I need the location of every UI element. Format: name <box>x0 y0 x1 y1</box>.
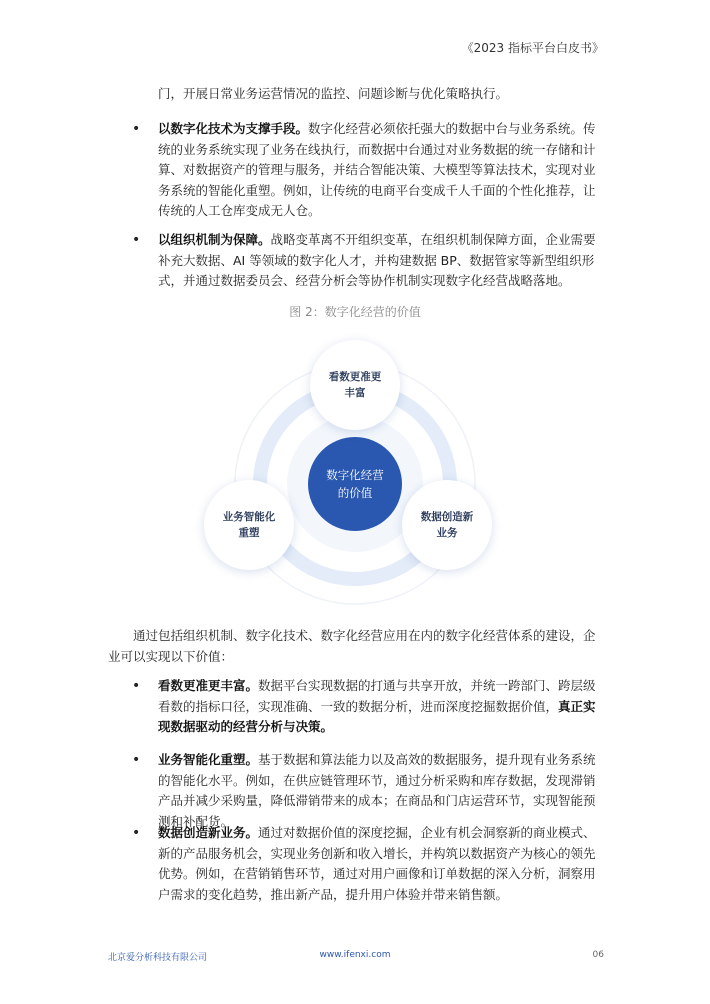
bullet-marker: • <box>132 752 141 768</box>
intro-continuation: 门，开展日常业务运营情况的监控、问题诊断与优化策略执行。 <box>158 86 509 101</box>
bullet-heading: 看数更准更丰富。 <box>158 678 259 693</box>
document-header-title: 《2023 指标平台白皮书》 <box>461 41 604 55</box>
bullet-item-intelligent-reshape <box>108 750 602 832</box>
bullet-item-new-business <box>108 823 602 905</box>
summary-paragraph: 通过包括组织机制、数字化技术、数字化经营应用在内的数字化经营体系的建设，企业可以实现以下价值： <box>108 628 596 664</box>
page-number: 06 <box>592 950 604 960</box>
node-better-data-view: 看数更准更 丰富 <box>310 340 400 430</box>
footer-company: 北京爱分析科技有限公司 <box>108 953 208 963</box>
bullet-body: 战略变革离不开组织变革，在组织机制保障方面，企业需要补充大数据、AI 等领域的数字化人才，并构建数据 BP、数据管家等新型组织形式，并通过数据委员会、经营分析会等协作机制实现数字化经营战略落地。 <box>158 232 596 288</box>
bullet-marker: • <box>132 825 141 841</box>
bullet-body: 数据平台实现数据的打通与共享开放，并统一跨部门、跨层级看数的指标口径，实现准确、一致的数据分析，进而深度挖掘数据价值， <box>158 678 596 714</box>
bullet-emphasis: 真正实现数据驱动的经营分析与决策。 <box>158 698 596 734</box>
value-diagram <box>200 330 510 610</box>
center-value-node: 数字化经营 的价值 <box>308 437 402 531</box>
bullet-body: 数字化经营必须依托强大的数据中台与业务系统。传统的业务系统实现了业务在线执行，而数据中台通过对业务数据的统一存储和计算、对数据资产的管理与服务，并结合智能决策、大模型等算法技术，实现对业务系统的智能化重塑。例如，让传统的电商平台变成千人千面的个性化推荐，让传统的人工仓库变成无人仓。 <box>158 121 596 218</box>
bullet-marker: • <box>132 678 141 694</box>
bullet-item-org-mechanism <box>108 230 602 292</box>
bullet-heading: 以数字化技术为支撑手段。 <box>158 121 309 136</box>
node-new-business: 数据创造新 业务 <box>402 480 492 570</box>
node-business-reshape: 业务智能化 重塑 <box>204 480 294 570</box>
bullet-marker: • <box>132 232 141 248</box>
bullet-heading: 业务智能化重塑。 <box>158 752 259 767</box>
bullet-heading: 数据创造新业务。 <box>158 825 259 840</box>
bullet-heading: 以组织机制为保障。 <box>158 232 271 247</box>
bullet-marker: • <box>132 121 141 137</box>
footer-url[interactable]: www.ifenxi.com <box>319 950 391 960</box>
figure-caption: 图 2：数字化经营的价值 <box>289 305 421 319</box>
bullet-body: 通过对数据价值的深度挖掘，企业有机会洞察新的商业模式、新的产品服务机会，实现业务创新和收入增长，并构筑以数据资产为核心的领先优势。例如，在营销销售环节，通过对用户画像和订单数据的深入分析，洞察用户需求的变化趋势，推出新产品，提升用户体验并带来销售额。 <box>158 825 596 902</box>
bullet-body: 基于数据和算法能力以及高效的数据服务，提升现有业务系统的智能化水平。例如，在供应链管理环节，通过分析采购和库存数据，发现滞销产品并减少采购量，降低滞销带来的成本；在商品和门店运营环节，实现智能预测和补配货。 <box>158 752 596 829</box>
bullet-item-digital-tech <box>108 119 602 222</box>
bullet-item-better-analysis <box>108 676 602 738</box>
